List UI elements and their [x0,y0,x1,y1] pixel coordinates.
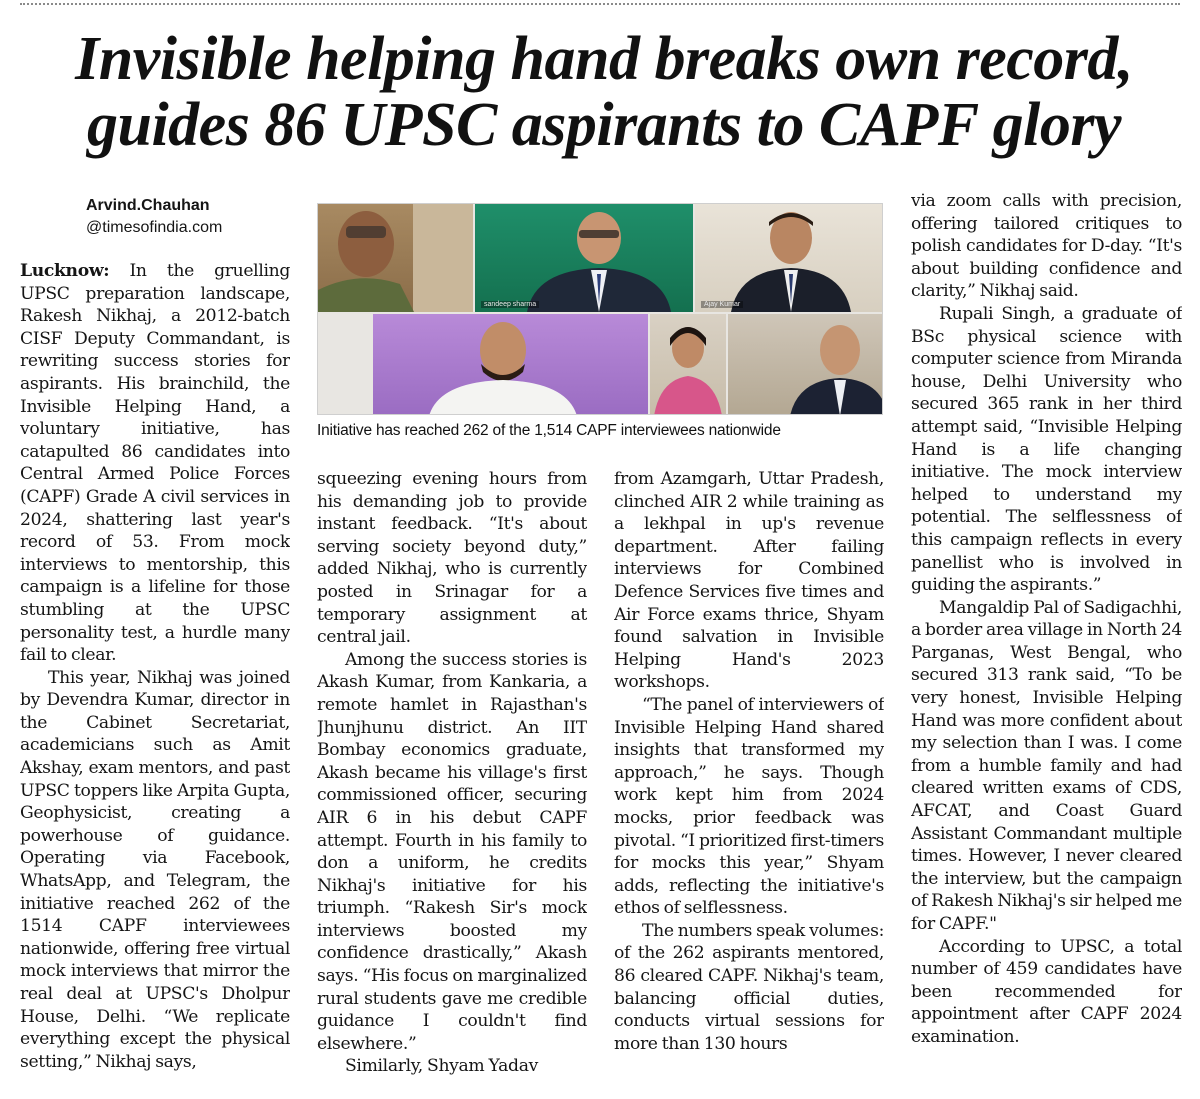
photo-tile [318,204,473,312]
article-paragraph: via zoom calls with precision, offering tailored critiques to polish candidates for D-day. “It's about building confidence and clarity,” Nikhaj said. [911,191,1182,302]
article-paragraph: Rupali Singh, a graduate of BSc physical science with computer science from Miranda house, Delhi University who secured 365 rank in her third attempt said, “Invisible Helping Hand is a life changing initiative. The mock interview helped to understand my potential. The selflessness of this campaign reflects in every panellist who is involved in guiding the aspirants.” [911,303,1182,596]
photo-tile [728,314,883,415]
article-paragraph: The numbers speak volumes: of the 262 aspirants mentored, 86 cleared CAPF. Nikhaj's team, balancing official duties, conducts virtual sessions for more than 130 hours [614,920,884,1054]
article-paragraph: Mangaldip Pal of Sadigachhi, a border area village in North 24 Parganas, West Bengal, who secured 313 rank said, “To be very honest, Invisible Helping Hand was more confident about my selection than I was. I come from a humble family and had cleared written exams of CDS, AFCAT, and Coast Guard Assistant Commandant multiple times. However, I never cleared the interview, but the campaign of Rakesh Nikhaj's sir helped me for CAPF." [911,597,1182,934]
headline-line-2: guides 86 UPSC aspirants to CAPF glory [86,91,1122,159]
article-paragraph: According to UPSC, a total number of 459 candidates have been recommended for appointment after CAPF 2024 examination. [911,936,1182,1047]
photo-tile [695,204,883,312]
article-column-2 [317,468,587,1093]
article-paragraph: from Azamgarh, Uttar Pradesh, clinched AIR 2 while training as a lekhpal in up's revenue department. After failing interviews for Combined Defence Services five times and Air Force exams thrice, Shyam found salvation in Invisible Helping Hand's 2023 workshops. [614,469,884,693]
paragraph-text: In the gruelling UPSC preparation landscape, Rakesh Nikhaj, a 2012-batch CISF Deputy Commandant, is rewriting success stories for aspirants. His brainchild, the Invisible Helping Hand, a voluntary initiative, has catapulted 86 candidates into Central Armed Police Forces (CAPF) Grade A civil services in 2024, shattering last year's record of 53. From mock interviews to mentorship, this campaign is a lifeline for those stumbling at the UPSC personality test, a hurdle many fail to clear. [20,261,290,666]
article-column-4 [911,190,1182,1095]
article-column-1 [20,260,290,1095]
top-dotted-rule [20,3,1180,5]
photo-caption: Initiative has reached 262 of the 1,514 CAPF interviewees nationwide [317,422,781,439]
photo-tile [475,204,693,312]
person-silhouette [728,314,883,415]
article-paragraph: Similarly, Shyam Yadav [345,1056,538,1077]
person-silhouette [373,314,648,415]
person-silhouette [650,314,726,415]
photo-tile [373,314,648,415]
photo-tile [650,314,726,415]
dateline: Lucknow: [20,261,110,281]
article-column-3 [614,468,884,1093]
article-paragraph: Among the success stories is Akash Kumar, from Kankaria, a remote hamlet in Rajasthan's Jhunjhunu district. An IIT Bombay economics graduate, Akash became his village's first commissioned officer, securing AIR 6 in his debut CAPF attempt. Fourth in his family to don a uniform, he credits Nikhaj's initiative for his triumph. “Rakesh Sir's mock interviews boosted my confidence drastically,” Akash says. “His focus on marginalized rural students gave me credible guidance I couldn't find elsewhere.” [317,649,587,1054]
headline-line-1: Invisible helping hand breaks own record, [75,25,1133,93]
headline [14,26,1194,158]
author-handle: @timesofindia.com [86,219,223,236]
video-call-photo [317,203,883,415]
article-paragraph: This year, Nikhaj was joined by Devendra Kumar, director in the Cabinet Secretariat, academicians such as Amit Akshay, exam mentors, and past UPSC toppers like Arpita Gupta, Geophysicist, creating a powerhouse of guidance. Operating via Facebook, WhatsApp, and Telegram, the initiative reached 262 of the 1514 CAPF interviewees nationwide, offering free virtual mock interviews that mirror the real deal at UPSC's Dholpur House, Delhi. “We replicate everything except the physical setting,” Nikhaj says, [20,667,290,1072]
tile-name-tag: Ajay Kumar [701,301,743,308]
article-paragraph: squeezing evening hours from his demanding job to provide instant feedback. “It's about serving society beyond duty,” added Nikhaj, who is currently posted in Srinagar for a temporary assignment at central jail. [317,469,587,648]
person-silhouette [318,204,473,312]
tile-name-tag: sandeep sharma [481,301,539,308]
author-name: Arvind.Chauhan [86,197,210,214]
article-paragraph [20,260,290,667]
person-silhouette [475,204,693,312]
person-silhouette [695,204,883,312]
article-paragraph: “The panel of interviewers of Invisible Helping Hand shared insights that transformed my approach,” he says. Though work kept him from 2024 mocks, prior feedback was pivotal. “I prioritized first-timers for mocks this year,” Shyam adds, reflecting the initiative's ethos of selflessness. [614,694,884,919]
byline [86,195,222,239]
